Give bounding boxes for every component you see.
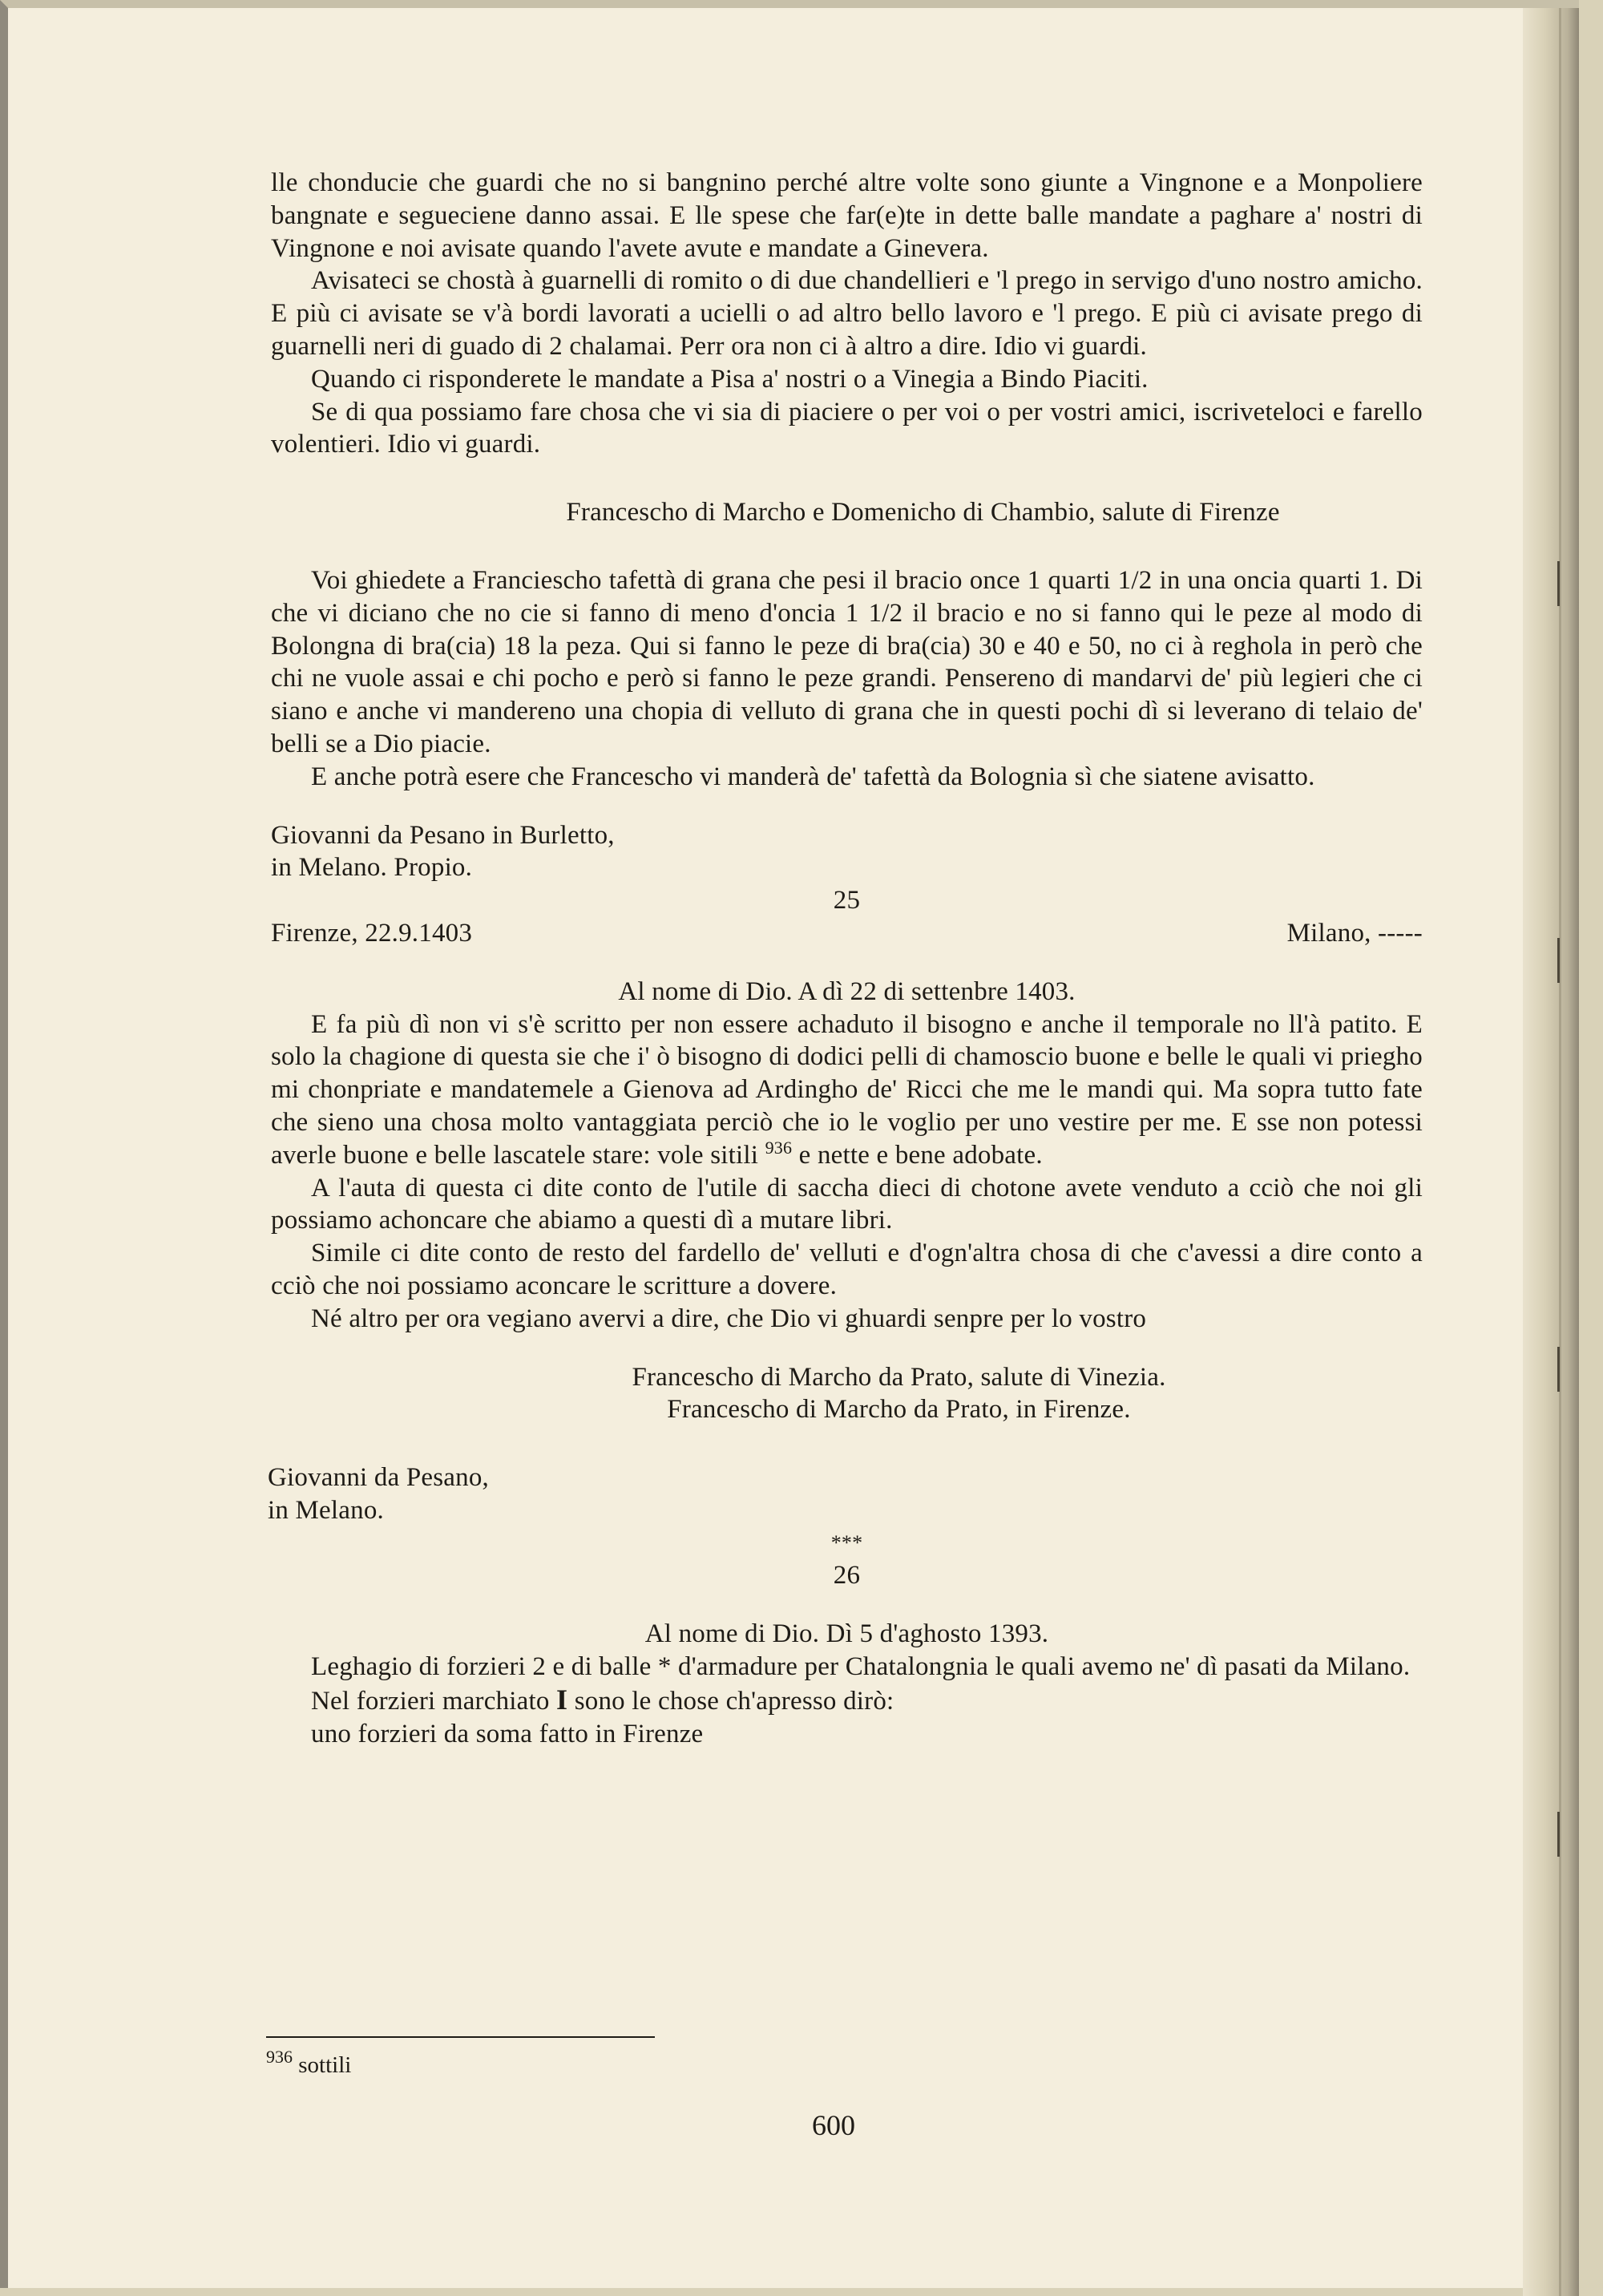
paragraph-text: E fa più dì non vi s'è scritto per non essere achaduto il bisogno e anche il temporale no ll'à patito. E solo la chagione di questa sie che i' ò bisogno di dodici pelli di chamoscio buone e belle le quali vi priegho mi chonpriate e mandatemele a Gienova ad Ardingho de' Ricci che me le mandi qui. Ma sopra tutto fate che sieno una chosa molto vantaggiata perciò che io le voglio per uno vestire per me. E sse non potessi averle buone e belle lascatele stare: vole sitili <box>271 1009 1423 1170</box>
margin-mark <box>1557 938 1560 983</box>
paragraph-text: e nette e bene adobate. <box>798 1140 1043 1170</box>
footnote-text: sottili <box>298 2052 352 2078</box>
page-edge <box>1559 8 1561 2296</box>
place-date: Firenze, 22.9.1403 <box>271 918 473 948</box>
paragraph <box>271 1684 1423 1718</box>
paragraph: Se di qua possiamo fare chosa che vi sia di piaciere o per voi o per vostri amici, iscriveteloci e farello volentieri. Idio vi guardi. <box>271 397 1423 459</box>
paragraph: Leghagio di forzieri 2 e di balle * d'armadure per Chatalongnia le quali avemo ne' dì pasati da Milano. <box>311 1652 1411 1682</box>
document-dateline <box>271 917 1423 950</box>
letter-address <box>268 1461 1423 1527</box>
address-line: in Melano. Propio. <box>271 853 473 883</box>
paragraph: uno forzieri da soma fatto in Firenze <box>311 1719 704 1748</box>
page-number: 600 <box>812 2109 855 2141</box>
letter-signature <box>271 1361 1423 1427</box>
document-number: 25 <box>833 886 861 916</box>
paragraph: Né altro per ora vegiano avervi a dire, che Dio vi ghuardi senpre per lo vostro <box>311 1304 1147 1333</box>
chest-mark: I <box>556 1683 568 1716</box>
paragraph: lle chonducie che guardi che no si bangnino perché altre volte sono giunte a Vingnone e a Monpoliere bangnate e segueciene danno assai. E lle spese che far(e)te in dette balle mandate a paghare a' nostri di Vingnone e noi avisate quando l'avete avute e mandate a Ginevera. <box>271 168 1423 263</box>
page-body <box>268 167 1423 1750</box>
footnote-reference: 936 <box>765 1137 793 1158</box>
paragraph: A l'auta di questa ci dite conto de l'utile di saccha dieci di chotone avete venduto a cciò che noi gli possiamo achoncare che abiamo a questi dì a mutare libri. <box>271 1173 1423 1235</box>
page-gutter <box>1523 8 1579 2296</box>
paragraph: Quando ci risponderete le mandate a Pisa a' nostri o a Vinegia a Bindo Piaciti. <box>311 364 1149 394</box>
paragraph: E anche potrà esere che Francescho vi manderà de' tafettà da Bolognia sì che siatene avisatto. <box>311 762 1315 791</box>
address-line: in Melano. <box>268 1495 384 1525</box>
footnote-number: 936 <box>266 2047 293 2067</box>
footnote <box>266 2047 352 2079</box>
signature-line: Francescho di Marcho da Prato, in Firenze. <box>667 1395 1131 1425</box>
paragraph-text: Nel forzieri marchiato <box>311 1686 550 1716</box>
document-number: 26 <box>833 1561 861 1591</box>
destination: Milano, ----- <box>1286 918 1423 948</box>
footnote-rule <box>266 2036 655 2038</box>
signature-line: Francescho di Marcho da Prato, salute di Vinezia. <box>632 1362 1166 1392</box>
letter-heading: Al nome di Dio. Dì 5 d'aghosto 1393. <box>644 1619 1049 1649</box>
address-line: Giovanni da Pesano, <box>268 1463 490 1493</box>
margin-mark <box>1557 1347 1560 1392</box>
paragraph: Avisateci se chostà à guarnelli di romito o di due chandellieri e 'l prego in servigo d'uno nostro amicho. E più ci avisate se v'à bordi lavorati a ucielli o ad altro bello lavoro e 'l prego. E più ci avisate prego di guarnelli neri di guado di 2 chalamai. Perr ora non ci à altro a dire. Idio vi guardi. <box>271 266 1423 361</box>
paragraph-text: sono le chose ch'apresso dirò: <box>574 1686 894 1716</box>
address-line: Giovanni da Pesano in Burletto, <box>271 820 615 850</box>
letter-heading: Al nome di Dio. A dì 22 di settenbre 1403. <box>618 976 1076 1006</box>
letter-signature: Francescho di Marcho e Domenicho di Chambio, salute di Firenze <box>566 498 1280 528</box>
margin-mark <box>1557 1812 1560 1857</box>
margin-mark <box>1557 561 1560 606</box>
paragraph <box>271 1009 1423 1172</box>
letter-address <box>271 819 1423 885</box>
paragraph: Simile ci dite conto de resto del fardello de' velluti e d'ogn'altra chosa di che c'avessi a dire conto a cciò che noi possiamo aconcare le scritture a dovere. <box>271 1239 1423 1300</box>
paragraph: Voi ghiedete a Franciescho tafettà di grana che pesi il bracio once 1 quarti 1/2 in una oncia quarti 1. Di che vi diciano che no cie si fanno di meno d'oncia 1 1/2 il bracio e no si fanno qui le peze al modo di Bolongna di bra(cia) 18 la peza. Qui si fanno le peze di bra(cia) 30 e 40 e 50, no ci à reghola in però che chi ne vuole assai e chi pocho e però si fanno le peze grandi. Pensereno di mandarvi de' più legieri che ci siano e anche vi mandereno una chopia di velluto di grana che in questi pochi dì si leverano di telaio de' belli se a Dio piacie. <box>271 565 1423 758</box>
section-separator: *** <box>830 1530 863 1554</box>
